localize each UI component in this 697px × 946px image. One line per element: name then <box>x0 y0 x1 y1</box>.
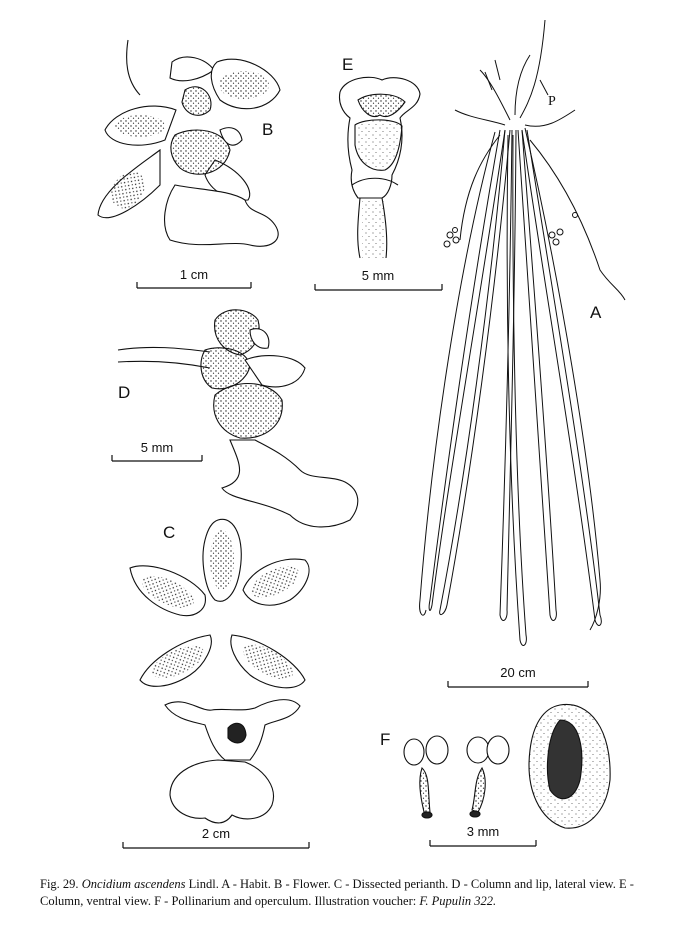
panel-f-pollinarium <box>404 704 610 828</box>
panel-e-column <box>339 77 420 258</box>
panel-letter-e: E <box>342 55 354 74</box>
caption-fig-label: Fig. 29. <box>40 877 79 891</box>
scale-bar-c <box>123 842 309 848</box>
panel-letter-f: F <box>380 730 391 749</box>
panel-d-column-lip <box>118 310 358 527</box>
scale-label-e: 5 mm <box>361 268 395 283</box>
panel-a-habit <box>420 20 625 645</box>
scale-bar-f <box>430 840 536 846</box>
scale-label-b: 1 cm <box>179 267 209 282</box>
caption-species: Oncidium ascendens <box>81 877 186 891</box>
scale-bar-a <box>448 681 588 687</box>
panel-letter-d: D <box>118 383 131 402</box>
scale-label-d: 5 mm <box>140 440 174 455</box>
scale-label-a: 20 cm <box>500 665 536 680</box>
panel-b-flower <box>98 40 280 246</box>
scale-label-f: 3 mm <box>466 824 500 839</box>
panel-letter-b: B <box>262 120 274 139</box>
artist-monogram: P <box>548 94 556 109</box>
panel-letter-a: A <box>590 303 602 322</box>
panel-c-perianth <box>130 519 309 823</box>
scale-bar-e <box>315 284 442 290</box>
scale-bar-d <box>112 455 202 461</box>
scale-label-c: 2 cm <box>201 826 231 841</box>
scale-bar-b <box>137 282 251 288</box>
panel-letter-c: C <box>163 523 176 542</box>
figure-caption <box>40 876 680 910</box>
caption-body: Lindl. A - Habit. B - Flower. C - Dissected perianth. D - Column and lip, lateral view. E - Column, ventral view. F - Pollinarium and operculum. Illustration voucher: <box>40 877 634 908</box>
caption-voucher: F. Pupulin 322. <box>419 894 497 908</box>
